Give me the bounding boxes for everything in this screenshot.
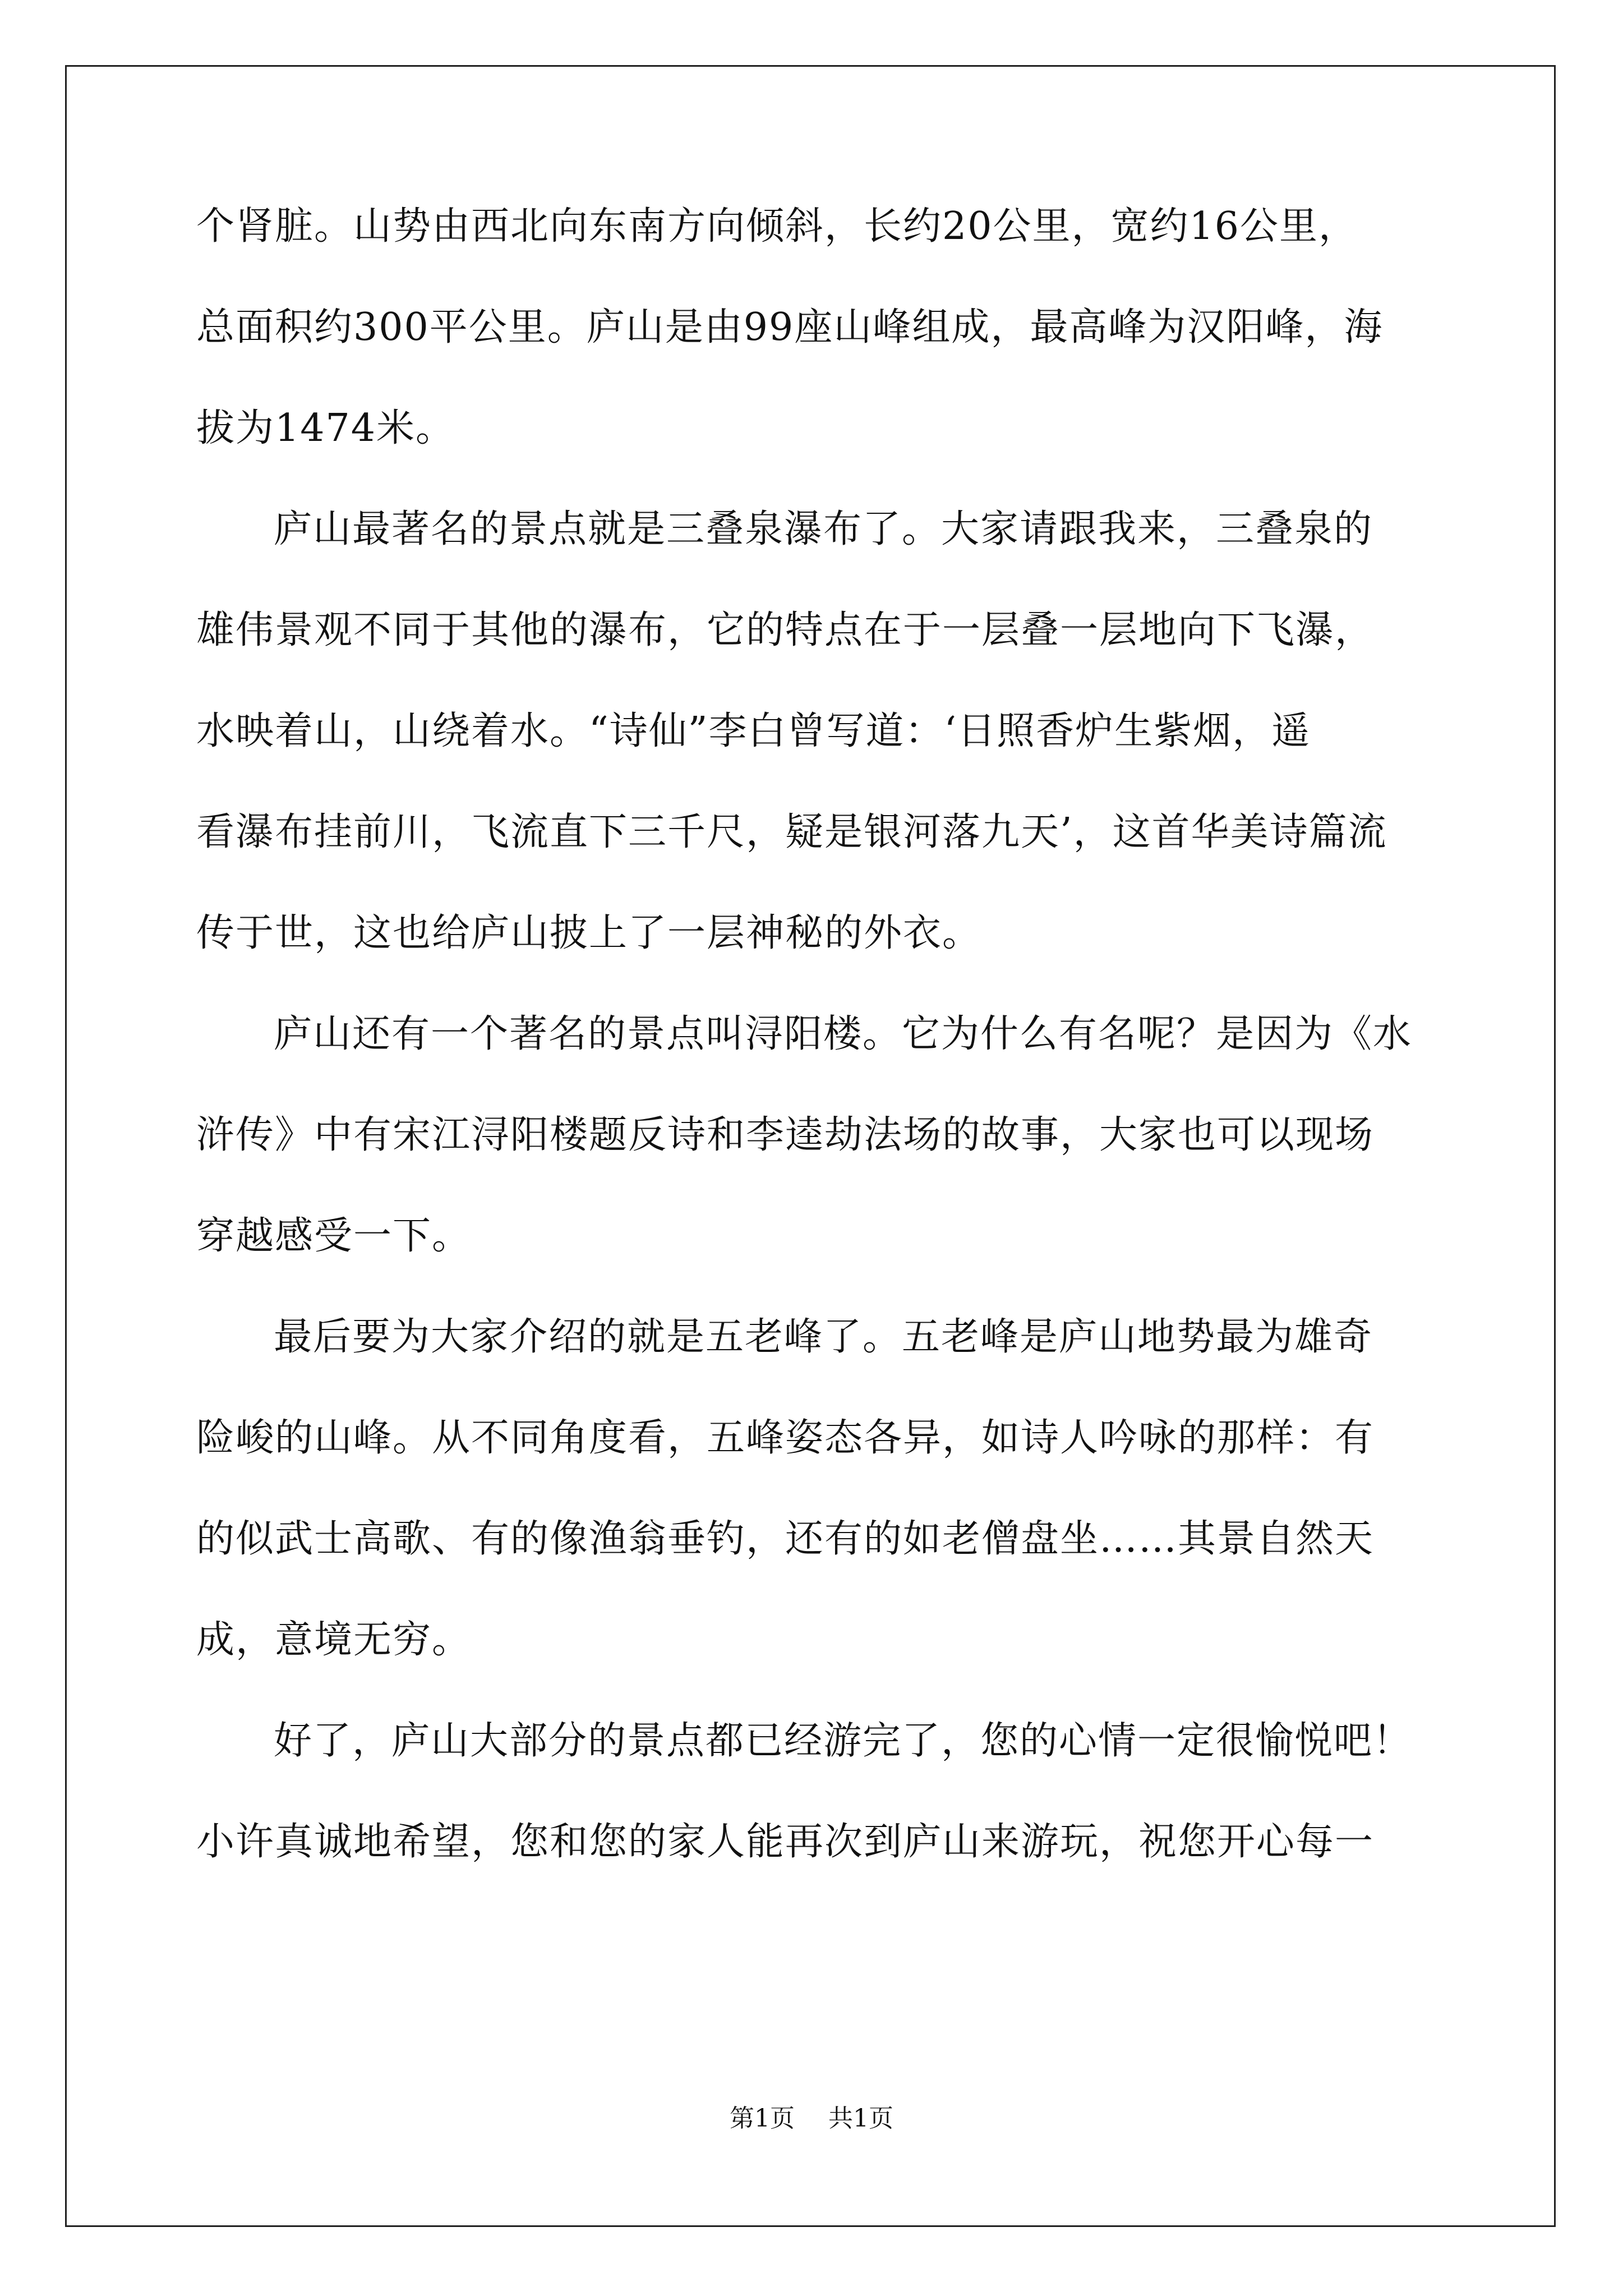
text-line: 看瀑布挂前川，飞流直下三千尺，疑是银河落九天’，这首华美诗篇流 — [196, 810, 1387, 854]
paragraph-sandie-waterfall — [196, 507, 1430, 955]
page-number: 第1页 — [730, 2104, 795, 2133]
text-line: 拔为1474米。 — [196, 406, 455, 450]
paragraph-xunyang-tower — [196, 1012, 1430, 1258]
text-line: 穿越感受一下。 — [196, 1214, 472, 1258]
text-line: 的似武士高歌、有的像渔翁垂钓，还有的如老僧盘坐……其景自然天 — [196, 1517, 1375, 1561]
text-line: 水映着山，山绕着水。“诗仙”李白曾写道：‘日照香炉生紫烟，遥 — [196, 709, 1311, 753]
document-body — [196, 204, 1430, 1924]
text-line: 险峻的山峰。从不同角度看，五峰姿态各异，如诗人吟咏的那样：有 — [196, 1416, 1375, 1460]
text-line: 雄伟景观不同于其他的瀑布，它的特点在于一层叠一层地向下飞瀑， — [196, 608, 1375, 652]
paragraph-closing — [196, 1719, 1430, 1864]
page-footer — [0, 2106, 1623, 2131]
text-line: 小许真诚地希望，您和您的家人能再次到庐山来游玩，祝您开心每一 — [196, 1820, 1375, 1864]
text-line: 庐山还有一个著名的景点叫浔阳楼。它为什么有名呢？是因为《水 — [274, 1012, 1413, 1056]
text-line: 成，意境无穷。 — [196, 1618, 472, 1662]
paragraph-wulao-peak — [196, 1315, 1430, 1662]
text-line: 个肾脏。山势由西北向东南方向倾斜，长约20公里，宽约16公里， — [196, 204, 1358, 249]
paragraph-intro — [196, 204, 1430, 450]
text-line: 最后要为大家介绍的就是五老峰了。五老峰是庐山地势最为雄奇 — [274, 1315, 1373, 1359]
text-line: 传于世，这也给庐山披上了一层神秘的外衣。 — [196, 911, 982, 955]
text-line: 庐山最著名的景点就是三叠泉瀑布了。大家请跟我来，三叠泉的 — [274, 507, 1373, 551]
text-line: 总面积约300平公里。庐山是由99座山峰组成，最高峰为汉阳峰，海 — [196, 305, 1384, 349]
text-line: 浒传》中有宋江浔阳楼题反诗和李逵劫法场的故事，大家也可以现场 — [196, 1113, 1375, 1157]
text-line: 好了，庐山大部分的景点都已经游完了，您的心情一定很愉悦吧！ — [274, 1719, 1413, 1763]
page-total: 共1页 — [828, 2104, 893, 2133]
